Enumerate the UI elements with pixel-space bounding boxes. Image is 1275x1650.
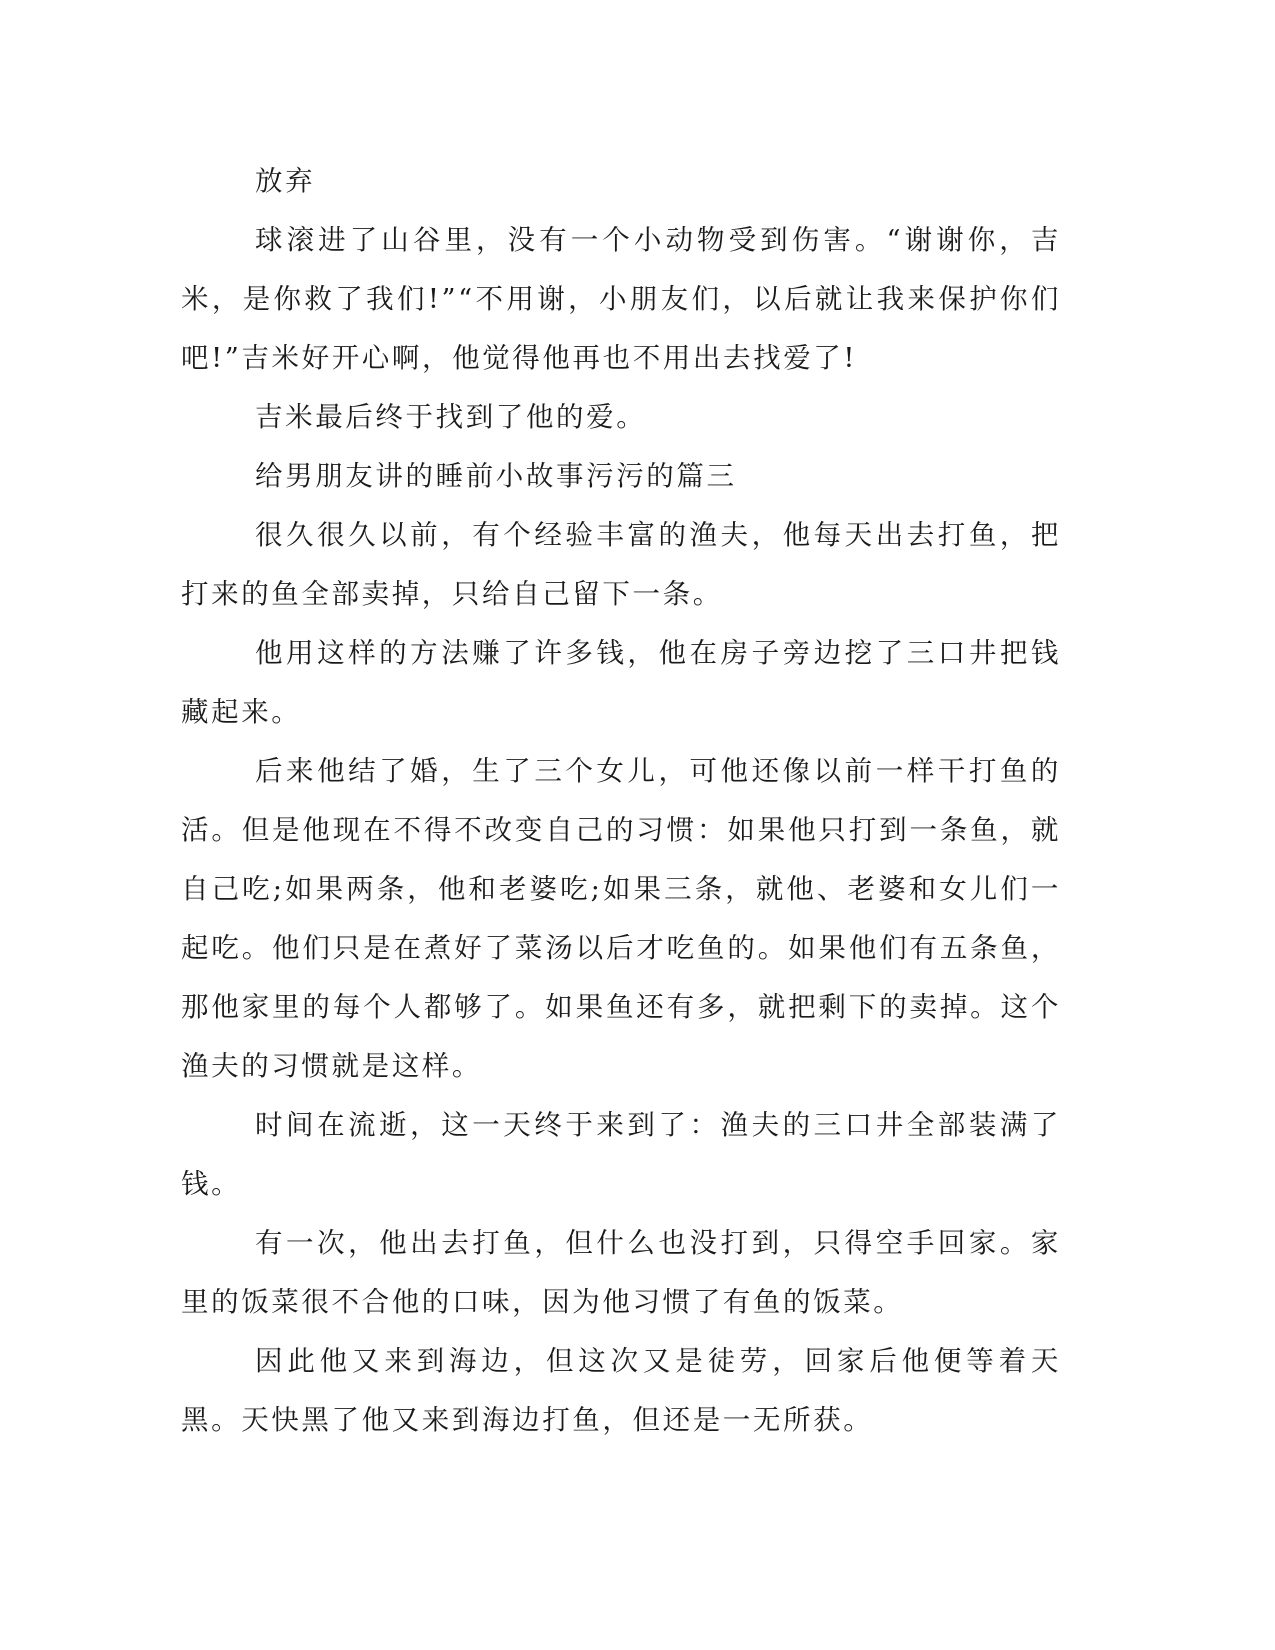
paragraph-8: 时间在流逝，这一天终于来到了：渔夫的三口井全部装满了钱。 (181, 1109, 1061, 1200)
paragraph-10: 因此他又来到海边，但这次又是徒劳，回家后他便等着天黑。天快黑了他又来到海边打鱼，但还是一无所获。 (181, 1345, 1061, 1436)
paragraph-5: 很久很久以前，有个经验丰富的渔夫，他每天出去打鱼，把打来的鱼全部卖掉，只给自己留下一条。 (181, 519, 1061, 610)
paragraph-1: 放弃 (255, 165, 316, 197)
section-heading: 给男朋友讲的睡前小故事污污的篇三 (255, 460, 737, 492)
paragraph-7: 后来他结了婚，生了三个女儿，可他还像以前一样干打鱼的活。但是他现在不得不改变自己的习惯：如果他只打到一条鱼，就自己吃;如果两条，他和老婆吃;如果三条，就他、老婆和女儿们一起吃。他们只是在煮好了菜汤以后才吃鱼的。如果他们有五条鱼，那他家里的每个人都够了。如果鱼还有多，就把剩下的卖掉。这个渔夫的习惯就是这样。 (181, 755, 1061, 1082)
paragraph-3: 吉米最后终于找到了他的爱。 (255, 401, 647, 433)
paragraph-6: 他用这样的方法赚了许多钱，他在房子旁边挖了三口井把钱藏起来。 (181, 637, 1061, 728)
paragraph-9: 有一次，他出去打鱼，但什么也没打到，只得空手回家。家里的饭菜很不合他的口味，因为他习惯了有鱼的饭菜。 (181, 1227, 1061, 1318)
paragraph-2: 球滚进了山谷里，没有一个小动物受到伤害。“谢谢你，吉米，是你救了我们!”“不用谢，小朋友们，以后就让我来保护你们吧!”吉米好开心啊，他觉得他再也不用出去找爱了! (181, 224, 1061, 374)
document-body (181, 152, 1061, 1450)
